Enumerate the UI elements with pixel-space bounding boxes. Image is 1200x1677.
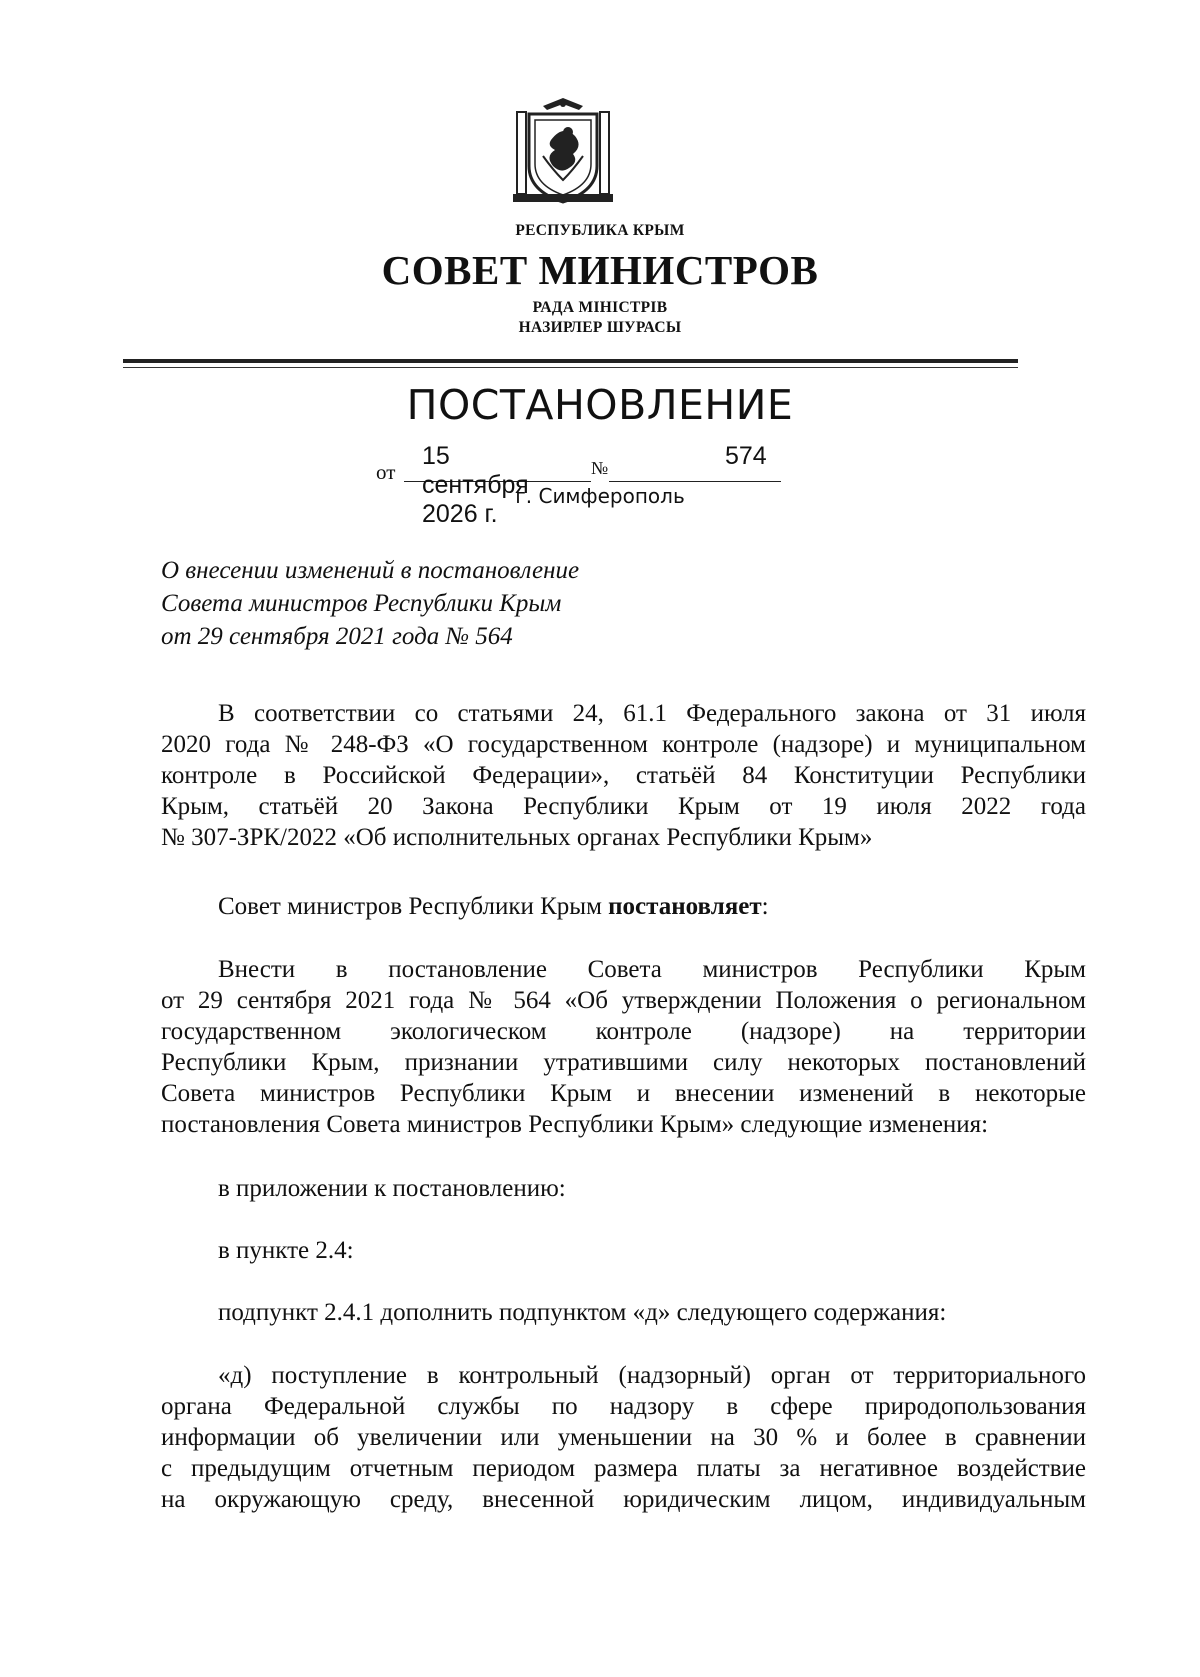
header-divider-thick [123,359,1018,363]
subpoint-clause: подпункт 2.4.1 дополнить подпунктом «д» следующего содержания: [218,1299,947,1326]
header-divider-thin [123,367,1018,368]
resolves-prefix: Совет министров Республики Крым [218,893,609,920]
paragraph-line: Республики Крым, признании утратившими силу некоторых постановлений [161,1049,1086,1076]
document-subject [161,554,579,653]
resolves-keyword: постановляет [608,893,762,920]
item-d-paragraph [161,1360,1086,1515]
preamble-paragraph [161,698,1086,853]
council-title: СОВЕТ МИНИСТРОВ [381,247,819,293]
document-type-title: ПОСТАНОВЛЕНИЕ [406,381,794,429]
resolves-statement [218,893,769,921]
crimea-coat-of-arms-icon [513,96,613,208]
paragraph-line: Внести в постановление Совета министров Республики Крым [218,956,1086,983]
number-sign-label: № [591,458,609,478]
paragraph-line: на окружающую среду, внесенной юридическим лицом, индивидуальным [161,1486,1086,1513]
subject-line: Совета министров Республики Крым [161,590,562,617]
paragraph-line: 2020 года № 248-ФЗ «О государственном контроле (надзоре) и муниципальном [161,731,1086,758]
date-prefix-label: от [376,460,396,484]
document-date: 15 сентября 2026 г. [422,442,529,528]
paragraph-line: контроле в Российской Федерации», статьёй 84 Конституции Республики [161,762,1086,789]
council-title-crimean-tatar: НАЗИРЛЕР ШУРАСЫ [518,319,682,336]
paragraph-line: «д) поступление в контрольный (надзорный) орган от территориального [218,1362,1086,1389]
resolves-suffix: : [761,893,769,920]
paragraph-line: Крым, статьёй 20 Закона Республики Крым от 19 июля 2022 года [161,793,1086,820]
paragraph-line: информации об увеличении или уменьшении на 30 % и более в сравнении [161,1424,1086,1451]
subject-line: О внесении изменений в постановление [161,557,580,584]
paragraph-line: с предыдущим отчетным периодом размера платы за негативное воздействие [161,1455,1086,1482]
council-title-ukrainian: РАДА МІНІСТРІВ [532,299,668,316]
number-blank-line [609,481,781,482]
paragraph-line: от 29 сентября 2021 года № 564 «Об утверждении Положения о региональном [161,987,1086,1014]
appendix-clause: в приложении к постановлению: [218,1175,566,1202]
paragraph-line: постановления Совета министров Республики Крым» следующие изменения: [161,1111,989,1138]
subject-line: от 29 сентября 2021 года № 564 [161,623,513,650]
paragraph-line: В соответствии со статьями 24, 61.1 Федерального закона от 31 июля [218,700,1086,727]
document-number: 574 [725,442,767,470]
paragraph-line: органа Федеральной службы по надзору в сфере природопользования [161,1393,1086,1420]
paragraph-line: государственном экологическом контроле (надзоре) на территории [161,1018,1086,1045]
issuing-city: г. Симферополь [515,484,685,508]
amendment-paragraph [161,954,1086,1140]
paragraph-line: Совета министров Республики Крым и внесении изменений в некоторые [161,1080,1086,1107]
paragraph-line: № 307-ЗРК/2022 «Об исполнительных органах Республики Крым» [161,824,873,851]
republic-name: РЕСПУБЛИКА КРЫМ [515,222,685,239]
point-clause: в пункте 2.4: [218,1237,354,1264]
